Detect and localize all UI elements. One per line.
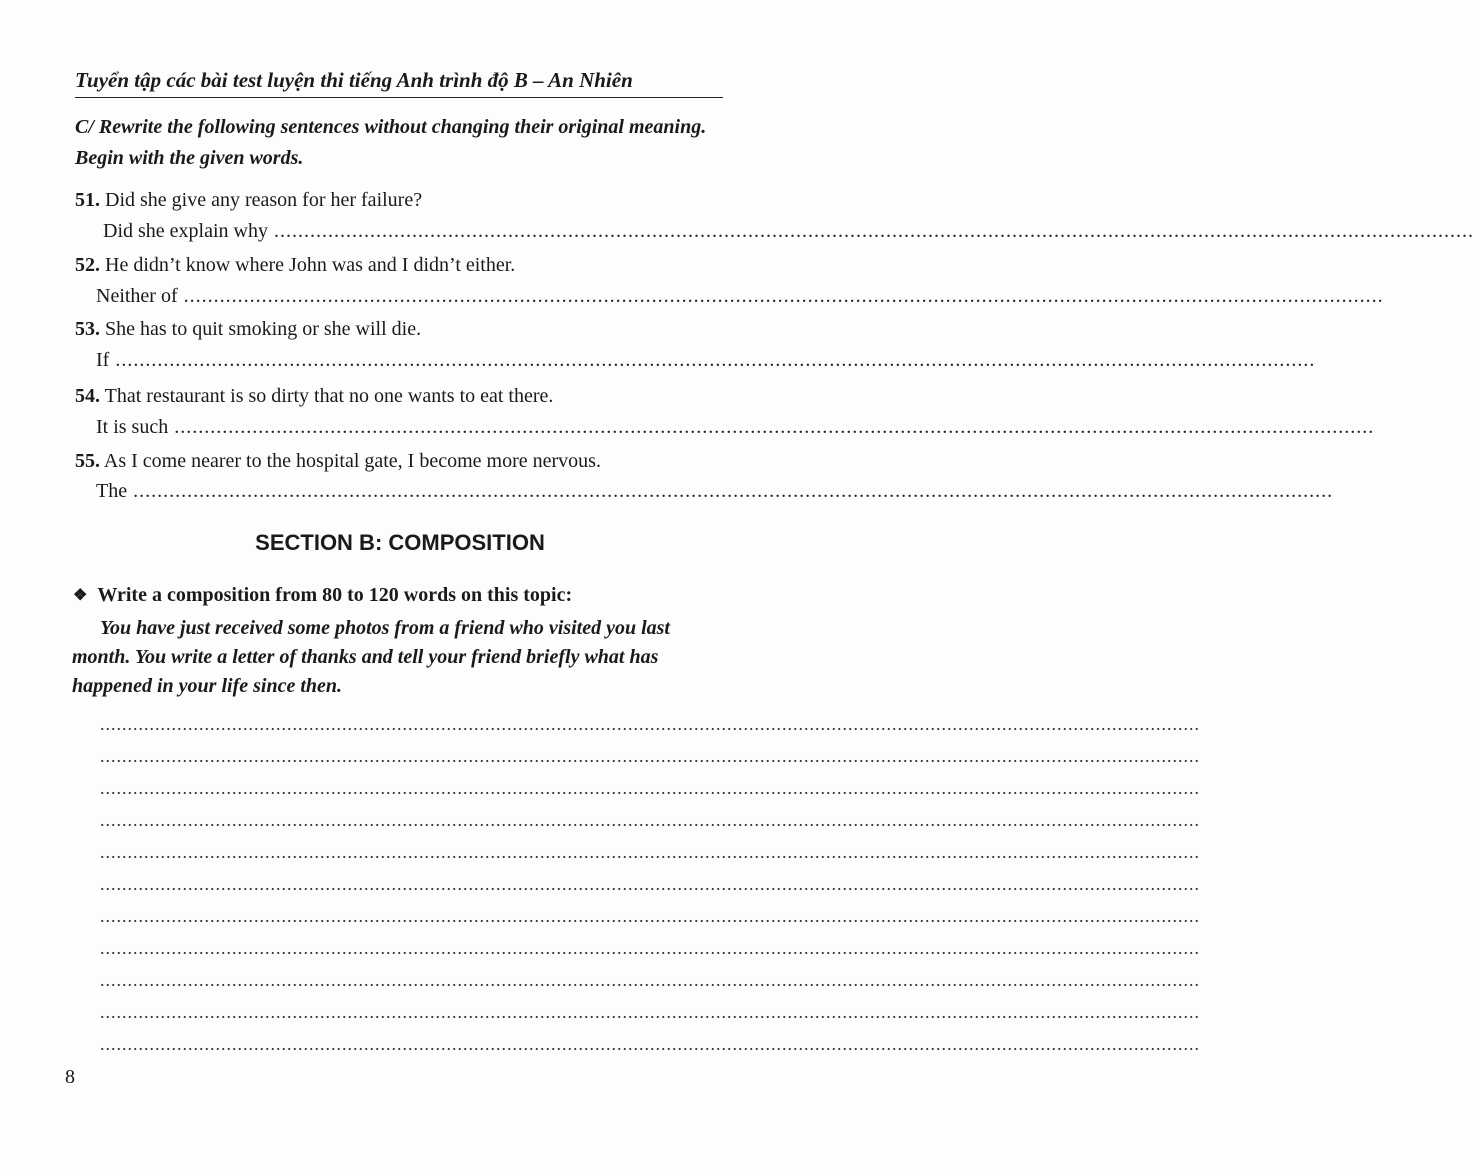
question-text: He didn’t know where John was and I didn’t either. bbox=[105, 254, 516, 276]
page-header: Tuyển tập các bài test luyện thi tiếng Anh trình độ B – An Nhiên bbox=[75, 68, 723, 98]
answer-prompt: If bbox=[96, 349, 110, 371]
dotted-line: ........................................................................................................................................................................................................ bbox=[133, 480, 1334, 502]
answer-line-52[interactable] bbox=[96, 281, 1384, 311]
question-number: 54. bbox=[75, 385, 100, 407]
composition-answer-area[interactable] bbox=[100, 708, 1200, 1060]
answer-prompt: Did she explain why bbox=[103, 220, 268, 242]
composition-line[interactable]: ........................................................................................................................................................................................................ bbox=[100, 810, 1200, 830]
answer-line-51[interactable] bbox=[103, 216, 1474, 246]
dotted-line: ........................................................................................................................................................................................................ bbox=[174, 416, 1375, 438]
composition-line[interactable]: ........................................................................................................................................................................................................ bbox=[100, 938, 1200, 958]
dotted-line: ........................................................................................................................................................................................................ bbox=[115, 349, 1316, 371]
answer-prompt: Neither of bbox=[96, 285, 178, 307]
composition-line[interactable]: ........................................................................................................................................................................................................ bbox=[100, 1002, 1200, 1022]
question-54 bbox=[75, 381, 725, 411]
composition-line[interactable]: ........................................................................................................................................................................................................ bbox=[100, 874, 1200, 894]
dotted-line: ........................................................................................................................................................................................................ bbox=[273, 220, 1474, 242]
answer-prompt: It is such bbox=[96, 416, 169, 438]
answer-line-54[interactable] bbox=[96, 412, 1375, 442]
page-number: 8 bbox=[65, 1066, 75, 1088]
question-number: 51. bbox=[75, 189, 100, 211]
composition-line[interactable]: ........................................................................................................................................................................................................ bbox=[100, 970, 1200, 990]
question-53 bbox=[75, 314, 725, 344]
composition-line[interactable]: ........................................................................................................................................................................................................ bbox=[100, 1034, 1200, 1054]
question-52 bbox=[75, 250, 725, 280]
answer-prompt: The bbox=[96, 480, 128, 502]
answer-line-55[interactable] bbox=[96, 476, 1334, 506]
answer-line-53[interactable] bbox=[96, 345, 1316, 375]
question-number: 55. bbox=[75, 450, 100, 472]
dotted-line: ........................................................................................................................................................................................................ bbox=[183, 285, 1384, 307]
section-b-title: SECTION B: COMPOSITION bbox=[255, 530, 545, 555]
part-c-instruction: C/ Rewrite the following sentences without changing their original meaning. Begin with the given words. bbox=[75, 116, 707, 169]
question-55 bbox=[75, 446, 725, 476]
composition-line[interactable]: ........................................................................................................................................................................................................ bbox=[100, 714, 1200, 734]
task-text: Write a composition from 80 to 120 words on this topic: bbox=[97, 584, 573, 606]
composition-line[interactable]: ........................................................................................................................................................................................................ bbox=[100, 778, 1200, 798]
question-text: As I come nearer to the hospital gate, I become more nervous. bbox=[103, 450, 601, 472]
question-text: She has to quit smoking or she will die. bbox=[105, 318, 422, 340]
question-text: Did she give any reason for her failure? bbox=[105, 189, 423, 211]
diamond-bullet-icon: ❖ bbox=[73, 587, 88, 604]
composition-task bbox=[73, 580, 572, 612]
composition-line[interactable]: ........................................................................................................................................................................................................ bbox=[100, 746, 1200, 766]
question-51 bbox=[75, 185, 725, 215]
question-number: 52. bbox=[75, 254, 100, 276]
composition-line[interactable]: ........................................................................................................................................................................................................ bbox=[100, 842, 1200, 862]
composition-line[interactable]: ........................................................................................................................................................................................................ bbox=[100, 906, 1200, 926]
question-text: That restaurant is so dirty that no one wants to eat there. bbox=[104, 385, 554, 407]
composition-topic: You have just received some photos from a friend who visited you last month. You write a letter of thanks and tell your friend briefly what has happened in your life since then. bbox=[72, 617, 670, 697]
question-number: 53. bbox=[75, 318, 100, 340]
